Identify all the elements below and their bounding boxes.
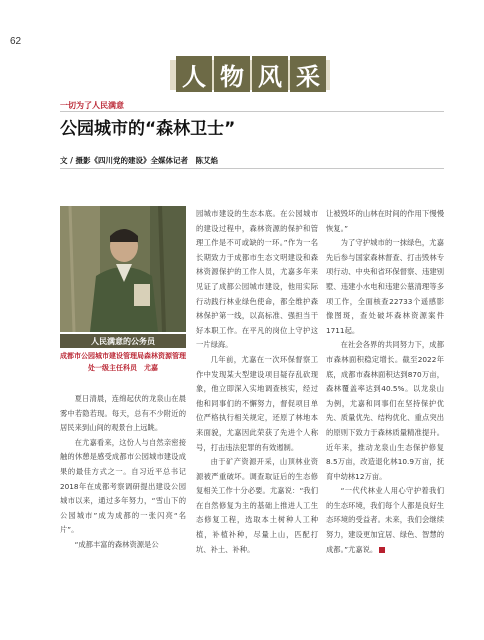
paragraph: 几年前，尤嘉在一次环保督察工作中发现某大型建设项目疑存乱砍现象，他立即深入实地调查核实，经过他和同事们的不懈努力，督促项目单位严格执行相关规定，还原了林地本来面貌，尤嘉因此荣获了先进个人称号，打击违法犯罪的有效遏制。	[196, 354, 318, 452]
banner-char-3: 风	[252, 56, 288, 92]
article-column-3	[326, 207, 444, 557]
paragraph: 让被毁坏的山林在时间的作用下慢慢恢复。”	[326, 209, 444, 233]
paragraph	[326, 484, 444, 557]
closing-paragraph-text: “一代代林业人用心守护着我们的生态环境，我们每个人都是良好生态环境的受益者。未来，我们会继续努力，建设更加宜居、绿色、智慧的成都。”尤嘉说。	[326, 486, 444, 554]
page-number: 62	[10, 36, 22, 47]
banner-char-2: 物	[214, 56, 250, 92]
paragraph: 由于矿产资源开采，山顶林业资源被严重破坏。调查取证后的生态修复相关工作十分必要。尤嘉说：“我们在自然修复为主的基础上推进人工生态修复工程，选取本土树种人工种植，补植补种，尽量上山，匹配打坑、补土、补种。	[196, 457, 318, 554]
banner-char-4: 采	[290, 56, 326, 92]
article-title: 公园城市的“森林卫士”	[60, 119, 236, 139]
paragraph: 在社会各界的共同努力下，成都市森林面积稳定增长。截至2022年底，成都市森林面积达到870万亩，森林覆盖率达到40.5%。以龙泉山为例，尤嘉和同事们在坚持保护优先、质量优先、结构优化、重点突出的原则下致力于森林质量精准提升。近年来，推动龙泉山生态保护修复8.5万亩，改造退化林10.9万亩，抚育中幼林12万亩。	[326, 340, 444, 481]
section-tag: 一切为了人民满意	[60, 101, 124, 110]
paragraph: 夏日清晨，连绵起伏的龙泉山在晨雾中若隐若现。每天，总有不少附近的居民来到山间的观景台上远眺。	[60, 394, 186, 433]
column-banner	[170, 56, 330, 92]
paragraph: 为了守护城市的一抹绿色，尤嘉先后参与国家森林督查、打击毁林专项行动、中央和省环保督察、违建别墅、违建小水电和违建公墓清理等多项工作，全面核查22733个遥感影像图斑，查处破坏森林资源案件1711起。	[326, 238, 444, 335]
divider-top	[60, 111, 444, 112]
article-column-1	[60, 392, 186, 553]
paragraph: 在尤嘉看来，这份人与自然亲密接触的休憩是感受成都市公园城市建设成果的最佳方式之一。自习近平总书记2018年在成都考察调研提出建设公园城市以来，通过多年努力，“雪山下的公园城市”成为成都的一张闪亮“名片”。	[60, 437, 186, 535]
byline: 文 / 摄影《四川党的建设》全媒体记者 陈艾焰	[60, 156, 218, 165]
end-mark-icon	[379, 547, 385, 553]
photo-description: 成都市公园城市建设管理局森林资源管理处一级主任科员 尤嘉	[60, 352, 186, 372]
paragraph: “成都丰富的森林资源是公	[74, 539, 159, 549]
portrait-photo	[60, 206, 186, 332]
divider-under-byline	[60, 168, 444, 169]
portrait-illustration	[60, 206, 186, 332]
article-column-2	[196, 207, 318, 557]
paragraph: 园城市建设的生态本底。在公园城市的建设过程中，森林资源的保护和管理工作是不可或缺的一环。”作为一名长期致力于成都市生态文明建设和森林资源保护的工作人员，尤嘉多年来见证了成都公园城市建设，他用实际行动践行林业绿色使命，都全维护森林保护第一线，以高标准、强担当干好本职工作。在平凡的岗位上守护这一片绿海。	[196, 209, 318, 350]
photo-caption: 人民满意的公务员	[60, 334, 186, 348]
banner-char-1: 人	[176, 56, 212, 92]
